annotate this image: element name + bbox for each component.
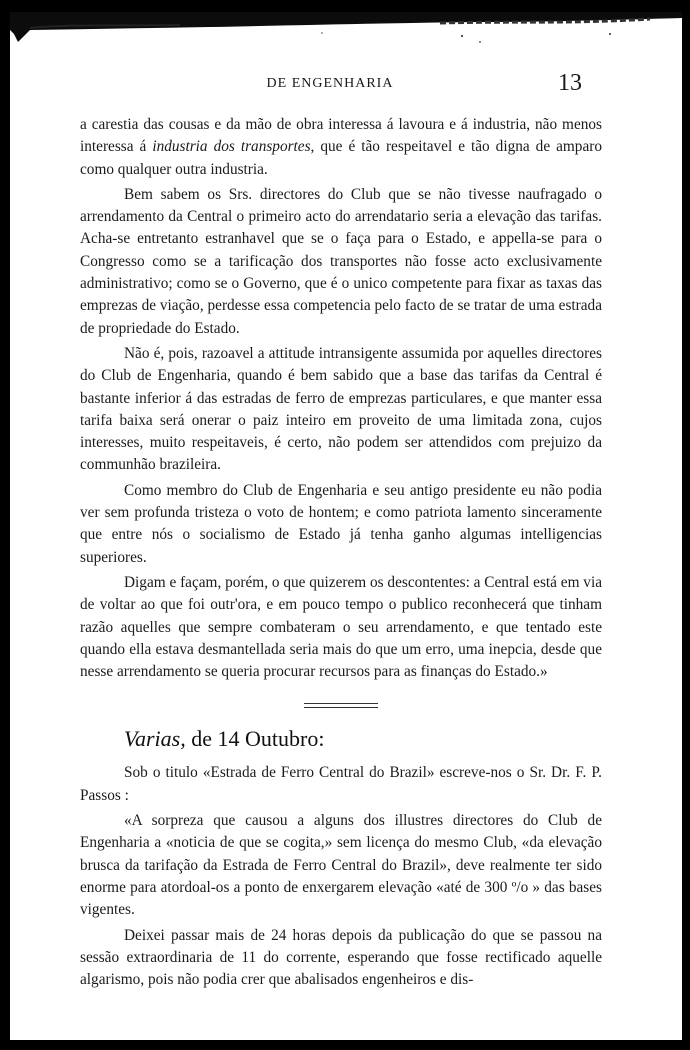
text-run: que é tão respeitavel e tão digna de amparo como qualquer outra industria. — [80, 138, 602, 178]
section-title-italic: Varias, — [124, 726, 186, 752]
text-run: a carestia das cousas e da mão de obra interessa á lavoura e á industria, não menos interessa á — [80, 116, 602, 156]
paragraph: Deixei passar mais de 24 horas depois da publicação do que se passou na sessão extraordinaria de 11 do corrente, esperando que fosse rectificado aquelle algarismo, pois não podia crer que abalisados engenheiros e dis- — [80, 926, 602, 989]
paragraph — [80, 114, 602, 181]
body-text — [80, 114, 602, 991]
italic-phrase: industria dos transportes, — [152, 138, 315, 156]
running-head: DE ENGENHARIA — [266, 76, 394, 91]
section-body — [80, 762, 602, 991]
paragraph: Não é, pois, razoavel a attitude intransigente assumida por aquelles directores do Club de Engenharia, quando é bem sabido que a base das tarifas da Central é bastante inferior á das estradas de ferro de emprezas particulares, e que manter essa tarifa baixa será onerar o paiz inteiro em proveito de uma limitada zona, cujos interesses, muito respeitaveis, é certo, não podem ser attendidos com prejuizo da communhão brazileira. — [80, 344, 602, 474]
page-number: 13 — [558, 70, 582, 96]
section-title — [124, 722, 602, 756]
torn-top-edge — [10, 12, 682, 52]
paragraph: «A sorpreza que causou a alguns dos illustres directores do Club de Engenharia a «noticia de que se cogita,» sem licença do mesmo Club, «da elevação brusca da tarifação da Estrada de Ferro Central do Brazil», deve realmente ter sido enorme para atordoal-os a ponto de enxergarem elevação «até de 300 º/o » das bases vigentes. — [80, 812, 602, 919]
section-divider — [304, 703, 378, 708]
paragraph: Bem sabem os Srs. directores do Club que se não tivesse naufragado o arrendamento da Central o primeiro acto do arrendatario seria a elevação das tarifas. Acha-se entretanto estranhavel que se o faça para o Estado, e appella-se para o Congresso como se a tarificação dos transportes não fosse acto exclusivamente administrativo; como se o Governo, que é o unico competente para fixar as taxas das emprezas de viação, perdesse essa competencia pelo facto de se tratar de uma estrada de propriedade do Estado. — [80, 185, 602, 337]
section-title-rest: de 14 Outubro: — [185, 726, 325, 752]
paragraph: Digam e façam, porém, o que quizerem os descontentes: a Central está em via de voltar ao que foi outr'ora, e em pouco tempo o publico reconhecerá que tinham razão aquelles que sempre combateram o seu arrendamento, e que tentado este quando ella estava desmantellada seria mais do que um erro, uma inepcia, desde que nesse arrendamento se queria procurar recursos para as finanças do Estado.» — [80, 573, 602, 681]
paragraph: Como membro do Club de Engenharia e seu antigo presidente eu não podia ver sem profunda tristeza o voto de hontem; e como patriota lamento sinceramente que entre nós o socialismo de Estado já tenha ganho algumas intelligencias superiores. — [80, 481, 602, 566]
document-page — [10, 12, 682, 1040]
paragraph: Sob o titulo «Estrada de Ferro Central do Brazil» escreve-nos o Sr. Dr. F. P. Passos : — [80, 764, 602, 804]
